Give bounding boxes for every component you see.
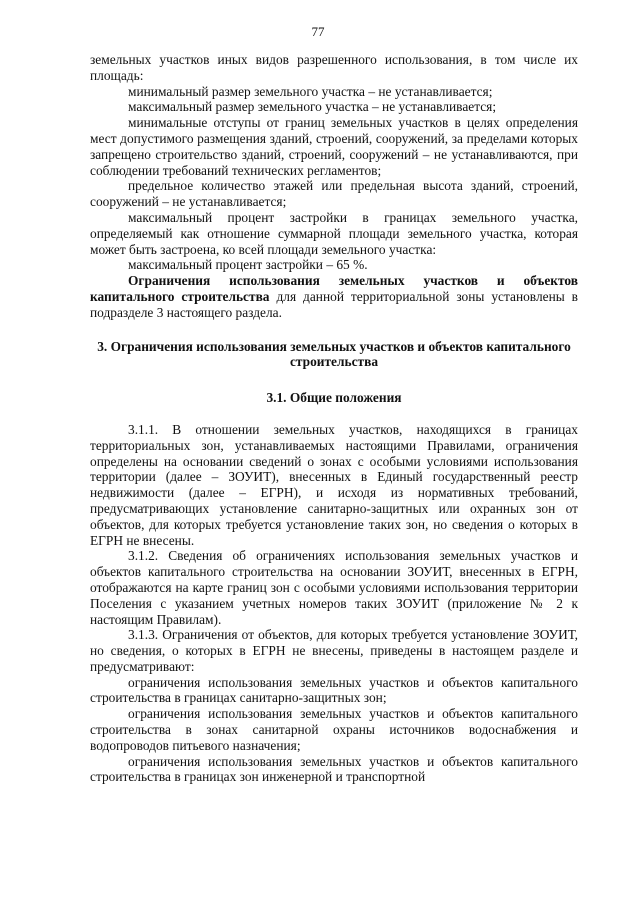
paragraph-min-size: минимальный размер земельного участка – не устанавливается; (128, 83, 493, 99)
paragraph-coverage-value: максимальный процент застройки – 65 %. (128, 257, 368, 273)
section-heading: 3. Ограничения использования земельных участков и объектов капитального строительства (97, 338, 571, 370)
page-number: 77 (311, 24, 325, 39)
paragraph-setbacks: минимальные отступы от границ земельных участков в целях определения мест допустимого размещения зданий, строений, сооружений, за пределами которых запрещено строительство зданий, строений, сооружений – не устанавливаются, при соблюдении требований технических регламентов; (90, 115, 578, 178)
paragraph-3-1-2: 3.1.2. Сведения об ограничениях использования земельных участков и объектов капитального строительства на основании ЗОУИТ, внесенных в ЕГРН, отображаются на карте границ зон с особыми условиями использования территории Поселения с указанием учетных номеров таких ЗОУИТ (приложение № 2 к настоящим Правилам). (90, 548, 578, 627)
document-body (90, 52, 578, 785)
paragraph-coverage-definition: максимальный процент застройки в границах земельного участка, определяемый как отношение суммарной площади земельного участка, которая может быть застроена, ко всей площади земельного участка: (90, 209, 578, 257)
restrictions-note-rest: для данной территориальной зоны установлены в подразделе 3 настоящего раздела. (90, 288, 579, 320)
restrictions-note-bold: Ограничения использования земельных участков и объектов капитального строительства (90, 273, 578, 304)
paragraph-max-size: максимальный размер земельного участка – не устанавливается; (128, 99, 497, 115)
paragraph-water-protection: ограничения использования земельных участков и объектов капитального строительства в зонах санитарной охраны источников водоснабжения и водопроводов питьевого назначения; (90, 706, 578, 753)
paragraph-sanitary-zones: ограничения использования земельных участков и объектов капитального строительства в границах санитарно-защитных зон; (90, 674, 578, 706)
paragraph-3-1-3: 3.1.3. Ограничения от объектов, для которых требуется установление ЗОУИТ, но сведения, о которых в ЕГРН не внесены, приведены в настоящем разделе и предусматривают: (90, 627, 578, 674)
paragraph-floors: предельное количество этажей или предельная высота зданий, строений, сооружений – не устанавливается; (90, 178, 578, 210)
paragraph-3-1-1: 3.1.1. В отношении земельных участков, находящихся в границах территориальных зон, устанавливаемых настоящими Правилами, ограничения определены на основании сведений о зонах с особыми условиями использования территории (далее – ЗОУИТ), внесенных в Единый государственный реестр недвижимости (далее – ЕГРН), и исходя из нормативных требований, предусматривающих установление санитарно-защитных или охранных зон от объектов, для которых требуется установление таких зон, но сведения о которых в ЕГРН не внесены. (90, 421, 578, 548)
paragraph-restrictions-note (90, 273, 578, 320)
subsection-heading: 3.1. Общие положения (266, 390, 402, 406)
paragraph-continuation: земельных участков иных видов разрешенного использования, в том числе их площадь: (90, 52, 578, 83)
paragraph-engineering-zones: ограничения использования земельных участков и объектов капитального строительства в границах зон инженерной и транспортной (90, 753, 578, 785)
